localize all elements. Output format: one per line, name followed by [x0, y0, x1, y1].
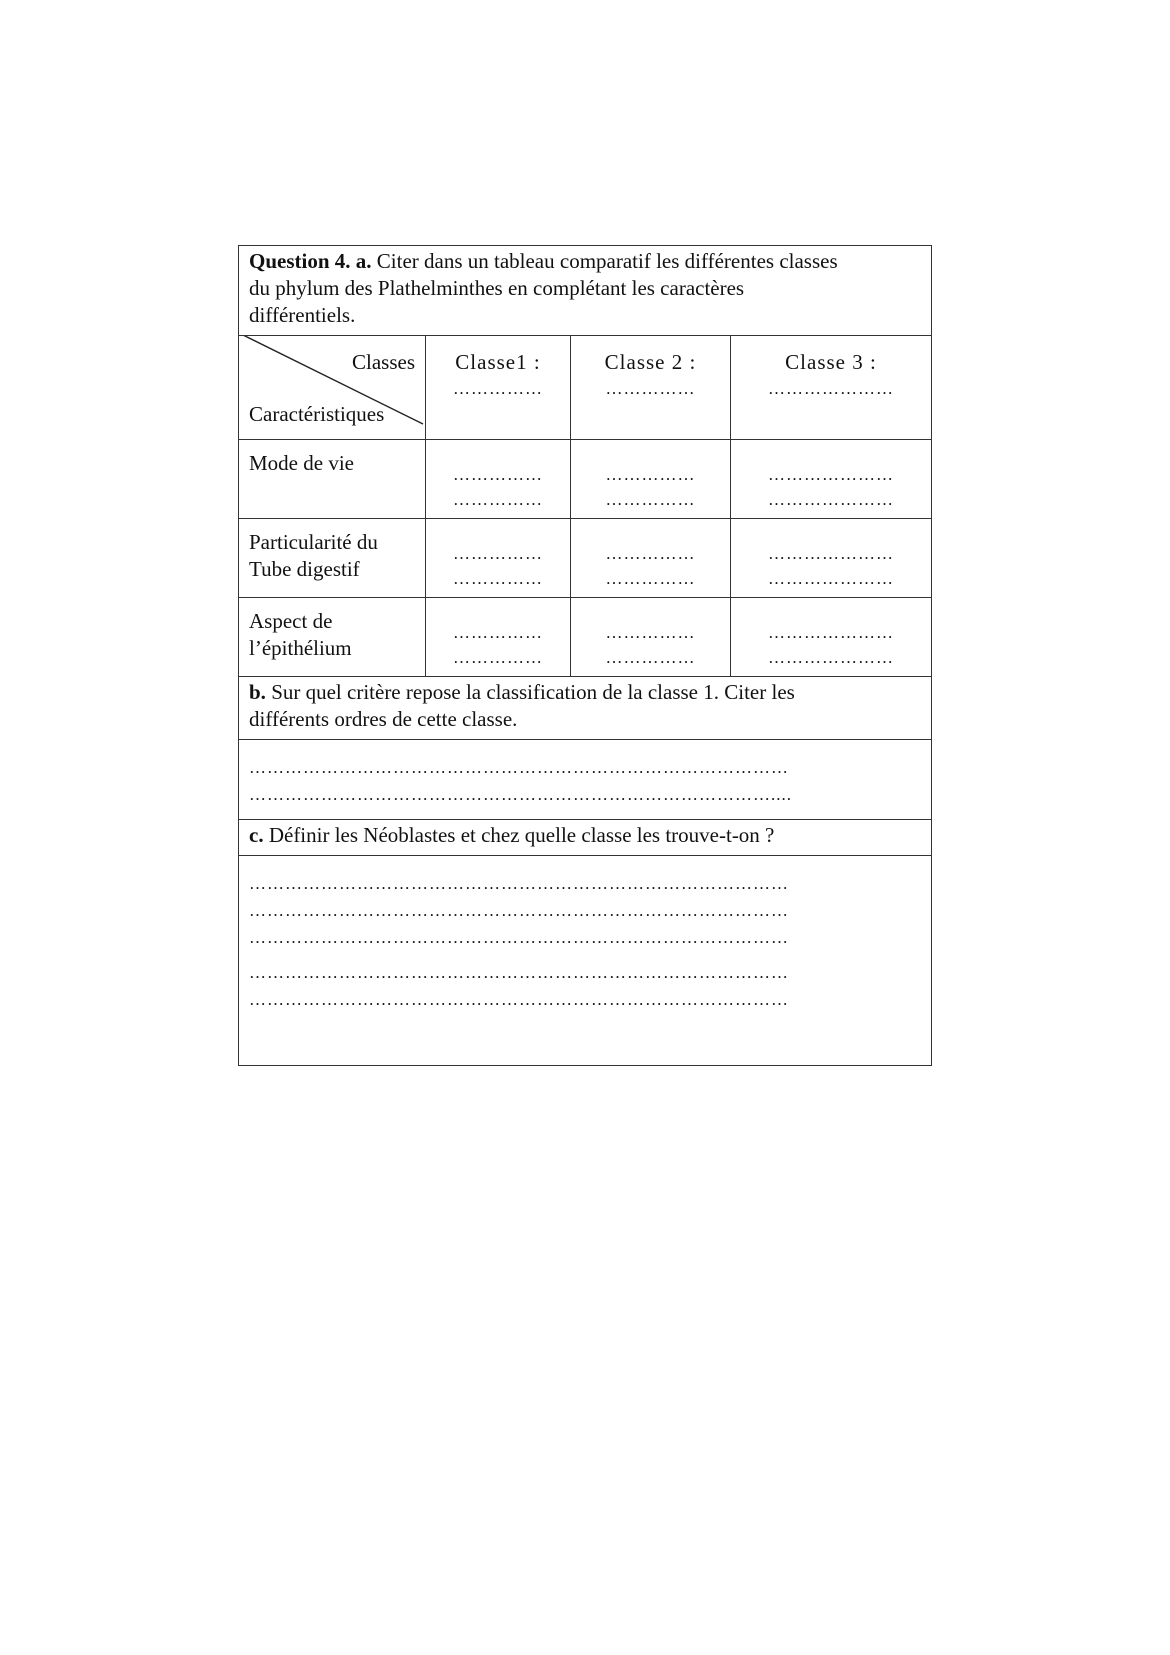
- row-label-cell: [239, 598, 425, 676]
- answer-dots: ……………: [453, 490, 543, 509]
- question-b-line1: [249, 679, 921, 706]
- answer-line: ………………………………………………………………………………: [249, 963, 789, 982]
- table-row-mode-de-vie: [239, 439, 931, 518]
- question-b-line2: différents ordres de cette classe.: [249, 707, 518, 731]
- row-label-cell: [239, 519, 425, 597]
- question-a-line2: du phylum des Plathelminthes en complétant les caractères: [249, 276, 745, 300]
- column-header-dots[interactable]: ……………: [605, 379, 696, 398]
- question-a-block: [239, 246, 931, 335]
- answer-dots: ……………: [453, 623, 543, 642]
- column-header-classe3: [730, 336, 931, 439]
- question-b-text1: Sur quel critère repose la classification de la classe 1. Citer les: [265, 680, 795, 704]
- answer-dots: …………………: [768, 465, 894, 484]
- answer-line: ………………………………………………………………………………: [249, 990, 789, 1009]
- answer-cell[interactable]: [425, 519, 570, 597]
- question-c-label: c.: [249, 823, 264, 847]
- answer-dots: ……………: [453, 544, 543, 563]
- answer-dots: ……………: [453, 648, 543, 667]
- question-a-line3: différentiels.: [249, 303, 356, 327]
- row-label-line2: l’épithélium: [249, 636, 352, 660]
- answer-dots: ……………: [605, 569, 696, 588]
- question-a-text1: Citer dans un tableau comparatif les différentes classes: [371, 249, 838, 273]
- row-label-line1: Mode de vie: [249, 451, 354, 475]
- answer-dots: …………………: [768, 569, 894, 588]
- question-b-answer-area[interactable]: [239, 739, 931, 819]
- answer-dots: ……………: [453, 465, 543, 484]
- exam-question-sheet: [238, 245, 932, 1066]
- answer-dots: ……………: [605, 648, 696, 667]
- question-c-text: Définir les Néoblastes et chez quelle classe les trouve-t-on ?: [263, 823, 775, 847]
- answer-dots: ……………: [605, 544, 696, 563]
- row-label-cell: [239, 440, 425, 518]
- row-label-line1: Particularité du: [249, 530, 378, 554]
- answer-cell[interactable]: [570, 440, 730, 518]
- answer-dots: …………………: [768, 623, 894, 642]
- column-header-label: Classe 2 :: [604, 350, 697, 374]
- answer-line: ………………………………………………………………………………: [249, 928, 789, 947]
- column-header-label: Classe 3 :: [785, 350, 877, 374]
- answer-cell[interactable]: [425, 440, 570, 518]
- column-header-label: Classe1 :: [455, 350, 541, 374]
- question-c-answer-area[interactable]: [239, 855, 931, 1065]
- corner-header-cell: [239, 336, 425, 439]
- answer-dots: …………………: [768, 544, 894, 563]
- answer-dots: …………………: [768, 490, 894, 509]
- column-header-dots[interactable]: ……………: [453, 379, 543, 398]
- answer-cell[interactable]: [425, 598, 570, 676]
- column-header-classe2: [570, 336, 730, 439]
- answer-cell[interactable]: [570, 598, 730, 676]
- question-b-block: [239, 676, 931, 739]
- answer-cell[interactable]: [730, 440, 931, 518]
- column-header-classe1: [425, 336, 570, 439]
- question-c-block: [239, 819, 931, 855]
- question-a-label: Question 4. a.: [249, 249, 372, 273]
- table-row-epithelium: [239, 597, 931, 676]
- answer-dots: ……………: [605, 623, 696, 642]
- answer-cell[interactable]: [730, 598, 931, 676]
- question-c-line1: [249, 822, 921, 849]
- corner-label-classes: Classes: [352, 350, 415, 374]
- row-label-line2: Tube digestif: [249, 557, 360, 581]
- question-a-line1: [249, 248, 921, 275]
- answer-line: ………………………………………………………………………………: [249, 874, 789, 893]
- table-header-row: [239, 335, 931, 439]
- answer-cell[interactable]: [570, 519, 730, 597]
- table-row-tube-digestif: [239, 518, 931, 597]
- answer-dots: ……………: [605, 465, 696, 484]
- question-b-label: b.: [249, 680, 266, 704]
- corner-label-caracteristiques: Caractéristiques: [249, 402, 385, 426]
- answer-cell[interactable]: [730, 519, 931, 597]
- answer-dots: ……………: [605, 490, 696, 509]
- answer-line: ………………………………………………………………………………: [249, 901, 789, 920]
- column-header-dots[interactable]: …………………: [768, 379, 894, 398]
- answer-line: ……………………………………………………………………………....: [249, 785, 792, 804]
- answer-line: ………………………………………………………………………………: [249, 758, 789, 777]
- answer-dots: ……………: [453, 569, 543, 588]
- answer-dots: …………………: [768, 648, 894, 667]
- row-label-line1: Aspect de: [249, 609, 333, 633]
